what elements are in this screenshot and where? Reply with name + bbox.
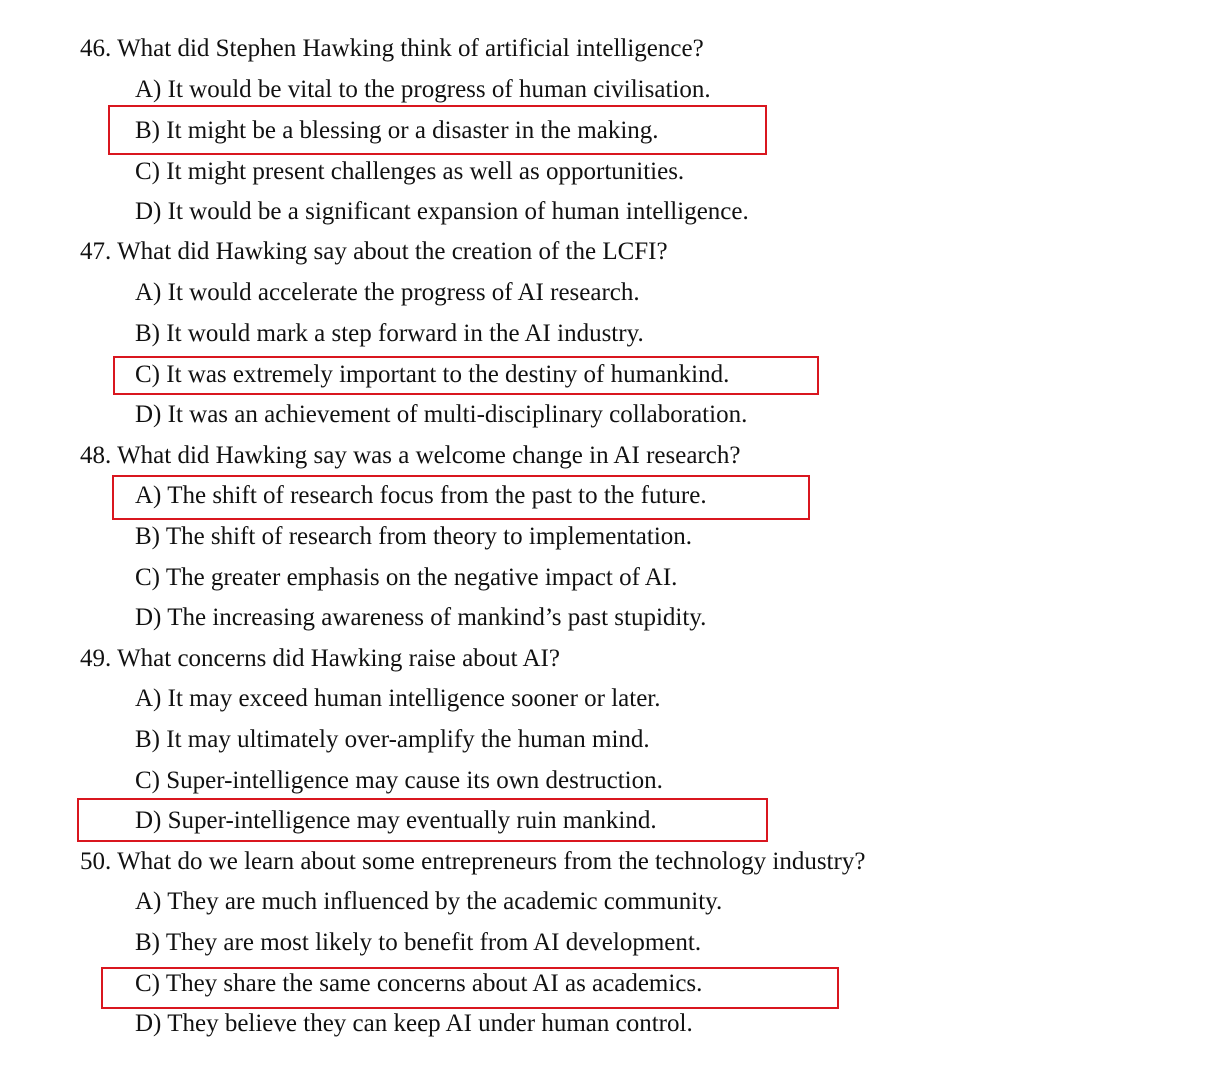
option-text: They are most likely to benefit from AI development. bbox=[165, 929, 702, 956]
question-48-option-b bbox=[135, 522, 692, 552]
question-49-option-b bbox=[135, 725, 650, 755]
option-text: They share the same concerns about AI as academics. bbox=[165, 970, 703, 997]
question-number: 46. bbox=[80, 35, 112, 62]
option-text: It might present challenges as well as opportunities. bbox=[166, 158, 685, 185]
option-label: A) bbox=[135, 685, 162, 712]
option-text: It would mark a step forward in the AI industry. bbox=[166, 320, 644, 347]
question-number: 49. bbox=[80, 645, 112, 672]
question-text: What did Hawking say was a welcome change in AI research? bbox=[117, 442, 741, 469]
option-text: It was an achievement of multi-disciplinary collaboration. bbox=[167, 401, 748, 428]
question-50-option-a bbox=[135, 887, 722, 917]
option-text: The shift of research from theory to implementation. bbox=[165, 523, 693, 550]
option-label: D) bbox=[135, 807, 162, 834]
question-49-option-d bbox=[135, 806, 657, 836]
option-label: C) bbox=[135, 970, 160, 997]
option-label: C) bbox=[135, 361, 160, 388]
question-text: What concerns did Hawking raise about AI? bbox=[117, 645, 560, 672]
option-label: D) bbox=[135, 198, 162, 225]
question-48-option-d bbox=[135, 603, 706, 633]
question-47-option-b bbox=[135, 319, 644, 349]
question-50 bbox=[80, 847, 865, 877]
question-text: What did Hawking say about the creation of the LCFI? bbox=[117, 238, 668, 265]
option-text: It would be a significant expansion of human intelligence. bbox=[167, 198, 749, 225]
option-text: They believe they can keep AI under human control. bbox=[167, 1010, 693, 1037]
question-46-option-d bbox=[135, 197, 749, 227]
question-47-option-a bbox=[135, 278, 640, 308]
question-48 bbox=[80, 441, 740, 471]
question-49-option-c bbox=[135, 766, 663, 796]
option-label: A) bbox=[135, 76, 162, 103]
option-text: It may exceed human intelligence sooner or later. bbox=[167, 685, 661, 712]
question-47-option-d bbox=[135, 400, 747, 430]
option-label: B) bbox=[135, 117, 160, 144]
question-49 bbox=[80, 644, 560, 674]
option-text: The greater emphasis on the negative impact of AI. bbox=[165, 564, 678, 591]
option-label: A) bbox=[135, 888, 162, 915]
question-50-option-d bbox=[135, 1009, 693, 1039]
option-label: A) bbox=[135, 482, 162, 509]
question-46-option-b bbox=[135, 116, 659, 146]
option-label: B) bbox=[135, 320, 160, 347]
option-text: Super-intelligence may cause its own destruction. bbox=[166, 767, 663, 794]
option-text: It would be vital to the progress of human civilisation. bbox=[167, 76, 711, 103]
question-46 bbox=[80, 34, 704, 64]
question-text: What do we learn about some entrepreneurs from the technology industry? bbox=[117, 848, 866, 875]
option-text: The increasing awareness of mankind’s past stupidity. bbox=[167, 604, 707, 631]
option-text: The shift of research focus from the past to the future. bbox=[167, 482, 707, 509]
question-48-option-a bbox=[135, 481, 707, 511]
question-number: 50. bbox=[80, 848, 112, 875]
option-label: D) bbox=[135, 401, 162, 428]
option-label: A) bbox=[135, 279, 162, 306]
question-46-option-c bbox=[135, 157, 684, 187]
option-text: They are much influenced by the academic community. bbox=[167, 888, 723, 915]
question-50-option-c bbox=[135, 969, 702, 999]
option-label: C) bbox=[135, 767, 160, 794]
question-47 bbox=[80, 237, 668, 267]
option-label: C) bbox=[135, 564, 160, 591]
option-text: It would accelerate the progress of AI research. bbox=[167, 279, 640, 306]
question-46-option-a bbox=[135, 75, 711, 105]
option-label: D) bbox=[135, 604, 162, 631]
option-text: It might be a blessing or a disaster in the making. bbox=[166, 117, 659, 144]
option-text: It was extremely important to the destiny of humankind. bbox=[166, 361, 730, 388]
question-50-option-b bbox=[135, 928, 701, 958]
question-number: 47. bbox=[80, 238, 112, 265]
question-number: 48. bbox=[80, 442, 112, 469]
option-label: B) bbox=[135, 523, 160, 550]
option-label: B) bbox=[135, 929, 160, 956]
option-label: C) bbox=[135, 158, 160, 185]
question-49-option-a bbox=[135, 684, 661, 714]
option-label: B) bbox=[135, 726, 160, 753]
question-text: What did Stephen Hawking think of artificial intelligence? bbox=[117, 35, 704, 62]
option-text: It may ultimately over-amplify the human mind. bbox=[166, 726, 650, 753]
question-47-option-c bbox=[135, 360, 729, 390]
question-48-option-c bbox=[135, 563, 677, 593]
option-text: Super-intelligence may eventually ruin mankind. bbox=[167, 807, 657, 834]
option-label: D) bbox=[135, 1010, 162, 1037]
